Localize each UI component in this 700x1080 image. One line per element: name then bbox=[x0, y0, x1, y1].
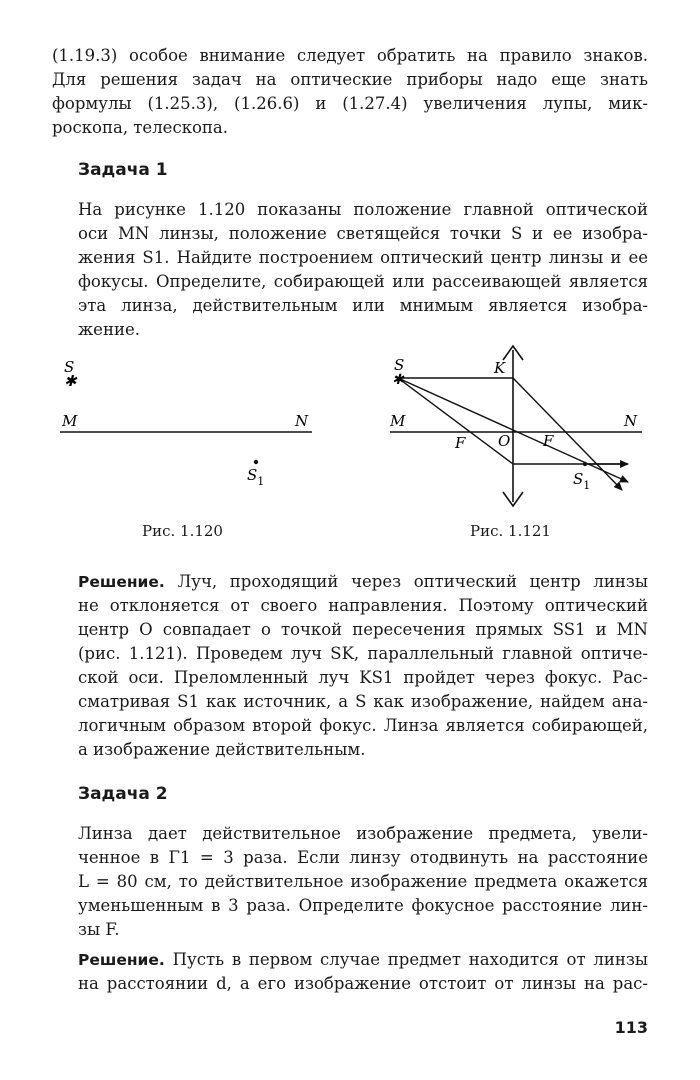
figure-1-121 bbox=[380, 340, 670, 515]
point-s-star: ✱ bbox=[392, 372, 404, 388]
task2-solution bbox=[78, 948, 648, 996]
point-s-label: S bbox=[394, 356, 405, 374]
text-line: центр O совпадает о точкой пересечения прямых SS1 и MN bbox=[78, 620, 648, 639]
text-line: на расстоянии d, а его изображение отстоит от линзы на рас- bbox=[78, 974, 648, 993]
point-s1-label: $S_1$ bbox=[247, 466, 265, 488]
point-s1-label: $S_1$ bbox=[573, 470, 591, 492]
task1-statement bbox=[78, 198, 648, 342]
page-number: 113 bbox=[614, 1018, 648, 1037]
text-line: ченное в Γ1 = 3 раза. Если линзу отодвинуть на расстояние bbox=[78, 848, 648, 867]
focus-right-label: F bbox=[543, 432, 554, 450]
figure-1-120 bbox=[50, 350, 340, 500]
text-line: сматривая S1 как источник, а S как изображение, найдем ана- bbox=[78, 692, 648, 711]
point-s1 bbox=[583, 462, 587, 466]
text-line: На рисунке 1.120 показаны положение главной оптической bbox=[78, 200, 648, 219]
figure-1-120-caption: Рис. 1.120 bbox=[142, 522, 223, 540]
point-s-star: ✱ bbox=[64, 372, 77, 390]
text-line: L = 80 см, то действительное изображение предмета окажется bbox=[78, 872, 648, 891]
solution-label: Решение. bbox=[78, 573, 165, 591]
text-line: фокусы. Определите, собирающей или рассеивающей является bbox=[78, 272, 648, 291]
solution-label: Решение. bbox=[78, 951, 165, 969]
ray-k-s1 bbox=[513, 378, 622, 490]
optical-center-label: O bbox=[498, 432, 511, 450]
text-line: жение. bbox=[78, 320, 140, 339]
text-line: (1.19.3) особое внимание следует обратить на правило знаков. bbox=[52, 46, 648, 65]
text-line: не отклоняется от своего направления. Поэтому оптический bbox=[78, 596, 648, 615]
axis-n-label: N bbox=[295, 412, 309, 430]
figure-1-121-caption: Рис. 1.121 bbox=[470, 522, 551, 540]
text-line: уменьшенным в 3 раза. Определите фокусное расстояние лин- bbox=[78, 896, 648, 915]
text-line: жения S1. Найдите построением оптический центр линзы и ее bbox=[78, 248, 648, 267]
text-line: (рис. 1.121). Проведем луч SK, параллельный главной оптиче- bbox=[78, 644, 648, 663]
text-line: Линза дает действительное изображение предмета, увели- bbox=[78, 824, 648, 843]
text-line: роскопа, телескопа. bbox=[52, 118, 229, 137]
task2-heading: Задача 2 bbox=[78, 784, 168, 804]
text-line: логичным образом второй фокус. Линза является собирающей, bbox=[78, 716, 648, 735]
text-line: формулы (1.25.3), (1.26.6) и (1.27.4) увеличения лупы, мик- bbox=[52, 94, 648, 113]
text-span: Пусть в первом случае предмет находится от линзы bbox=[172, 950, 648, 969]
axis-m-label: M bbox=[62, 412, 78, 430]
point-s-label: S bbox=[64, 358, 75, 376]
focus-left-label: F bbox=[455, 434, 466, 452]
text-line: Для решения задач на оптические приборы надо еще знать bbox=[52, 70, 648, 89]
point-s1 bbox=[254, 460, 258, 464]
text-line: а изображение действительным. bbox=[78, 740, 366, 759]
text-line: ской оси. Преломленный луч KS1 пройдет через фокус. Рас- bbox=[78, 668, 648, 687]
text-line: зы F. bbox=[78, 920, 120, 939]
axis-m-label: M bbox=[390, 412, 406, 430]
task1-heading: Задача 1 bbox=[78, 160, 168, 180]
text-line: эта линза, действительным или мнимым является изобра- bbox=[78, 296, 648, 315]
text-span: Луч, проходящий через оптический центр линзы bbox=[177, 572, 648, 591]
text-line bbox=[78, 570, 648, 594]
text-line bbox=[78, 948, 648, 972]
intro-paragraph bbox=[52, 44, 648, 140]
task1-solution bbox=[78, 570, 648, 762]
task2-statement bbox=[78, 822, 648, 942]
point-k-label: K bbox=[494, 359, 506, 377]
text-line: оси MN линзы, положение светящейся точки S и ее изобра- bbox=[78, 224, 648, 243]
axis-n-label: N bbox=[624, 412, 638, 430]
